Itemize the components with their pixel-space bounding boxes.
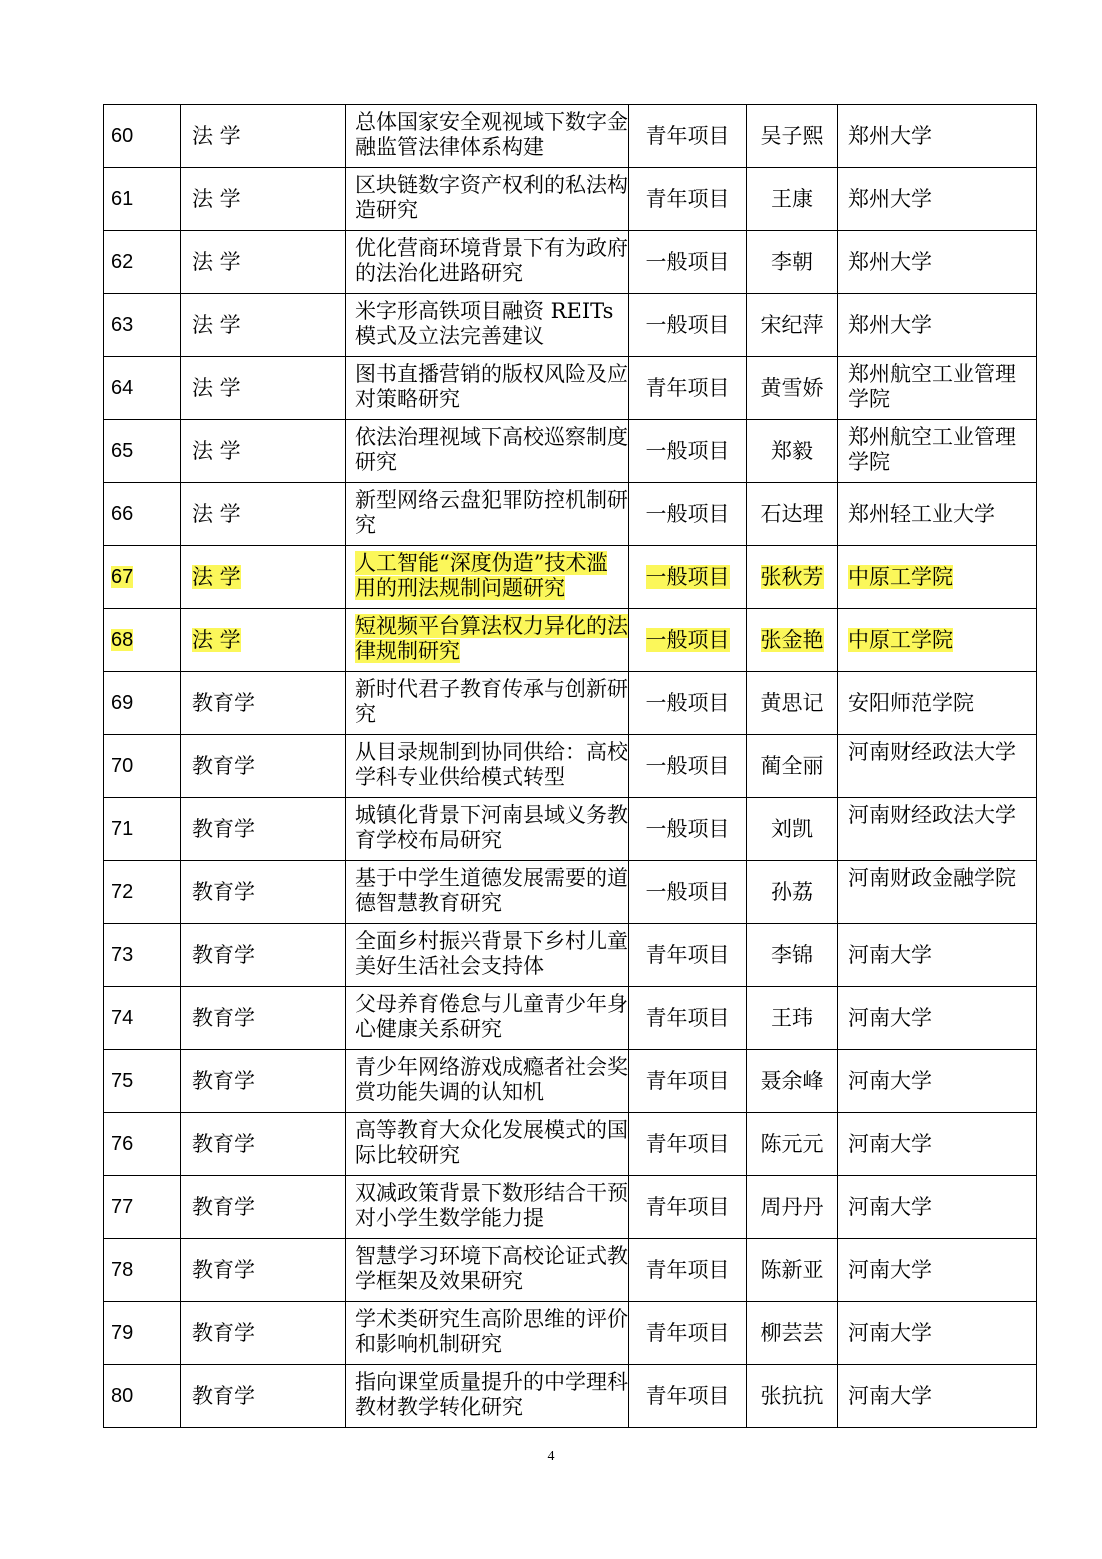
table-row (104, 420, 1037, 483)
row-number (104, 735, 181, 798)
project-title-cell-text: 指向课堂质量提升的中学理科教材教学转化研究 (355, 1370, 628, 1419)
leader-name-cell-text (761, 628, 824, 652)
project-title-cell (346, 1176, 629, 1239)
organization-cell (838, 1302, 1037, 1365)
subject-cell (181, 798, 346, 861)
subject-cell (181, 672, 346, 735)
project-title-cell (346, 924, 629, 987)
highlighted-text: 短视频平台算法权力异化的法律规制研究 (355, 614, 628, 663)
subject-cell (181, 609, 346, 672)
project-type-cell (629, 1176, 747, 1239)
row-number (104, 1113, 181, 1176)
project-title-cell-text: 新时代君子教育传承与创新研究 (355, 677, 628, 726)
project-type-cell (629, 861, 747, 924)
table-row (104, 672, 1037, 735)
project-title-cell (346, 672, 629, 735)
organization-cell-text: 郑州大学 (848, 186, 932, 211)
subject-cell-text: 教育学 (192, 690, 255, 715)
project-type-cell (629, 924, 747, 987)
leader-name-cell-text: 张抗抗 (760, 1383, 824, 1408)
project-title-cell (346, 168, 629, 231)
project-type-cell-text: 一般项目 (645, 690, 730, 715)
leader-name-cell-text: 王康 (771, 186, 813, 211)
project-title-cell (346, 987, 629, 1050)
subject-cell (181, 357, 346, 420)
subject-cell-text: 教育学 (192, 1257, 255, 1282)
organization-cell (838, 861, 1037, 924)
table-row (104, 1239, 1037, 1302)
table-row (104, 1176, 1037, 1239)
highlighted-text: 中原工学院 (848, 627, 953, 652)
leader-name-cell (747, 1113, 838, 1176)
project-type-cell-text: 青年项目 (645, 186, 730, 211)
project-type-cell-text: 一般项目 (645, 438, 730, 463)
leader-name-cell-text: 刘凯 (771, 816, 813, 841)
project-type-cell-text: 一般项目 (645, 816, 730, 841)
organization-cell (838, 168, 1037, 231)
row-number-text: 76 (111, 1132, 134, 1155)
project-type-cell-text: 青年项目 (645, 942, 730, 967)
subject-cell (181, 294, 346, 357)
row-number (104, 924, 181, 987)
row-number-text: 72 (111, 880, 134, 903)
highlighted-text: 张金艳 (760, 627, 824, 652)
subject-cell (181, 1239, 346, 1302)
row-number-text: 77 (111, 1195, 134, 1218)
subject-cell (181, 420, 346, 483)
project-type-cell (629, 798, 747, 861)
project-title-cell-text: 父母养育倦怠与儿童青少年身心健康关系研究 (355, 992, 628, 1041)
row-number-text: 75 (111, 1069, 134, 1092)
table-row (104, 546, 1037, 609)
project-type-cell (629, 168, 747, 231)
project-type-cell-text: 青年项目 (645, 1257, 730, 1282)
highlighted-text: 67 (111, 565, 134, 588)
table-row (104, 609, 1037, 672)
leader-name-cell-text: 陈元元 (760, 1131, 824, 1156)
leader-name-cell (747, 420, 838, 483)
leader-name-cell (747, 1239, 838, 1302)
project-type-cell (629, 1050, 747, 1113)
organization-cell-text: 河南大学 (848, 1383, 932, 1408)
table-row (104, 357, 1037, 420)
table-row (104, 105, 1037, 168)
project-title-cell-text: 高等教育大众化发展模式的国际比较研究 (355, 1118, 628, 1167)
project-title-cell-text: 青少年网络游戏成瘾者社会奖赏功能失调的认知机 (355, 1055, 628, 1104)
project-type-cell-text: 青年项目 (645, 1194, 730, 1219)
organization-cell-text: 郑州大学 (848, 123, 932, 148)
page-number: 4 (547, 1449, 555, 1464)
organization-cell-text: 郑州轻工业大学 (848, 501, 995, 526)
subject-cell-text: 教育学 (192, 1320, 255, 1345)
subject-cell (181, 861, 346, 924)
leader-name-cell-text: 石达理 (760, 501, 824, 526)
table-row (104, 1302, 1037, 1365)
row-number-text: 63 (111, 313, 134, 336)
organization-cell-text: 河南大学 (848, 1068, 932, 1093)
leader-name-cell (747, 672, 838, 735)
project-type-cell (629, 735, 747, 798)
subject-cell-text: 教育学 (192, 1383, 255, 1408)
row-number (104, 420, 181, 483)
table-row (104, 987, 1037, 1050)
project-type-cell (629, 1365, 747, 1428)
leader-name-cell (747, 483, 838, 546)
project-title-cell (346, 1302, 629, 1365)
project-title-cell-text: 学术类研究生高阶思维的评价和影响机制研究 (355, 1307, 628, 1356)
row-number (104, 861, 181, 924)
project-title-cell (346, 735, 629, 798)
highlighted-text: 68 (111, 628, 134, 651)
project-title-cell (346, 420, 629, 483)
project-type-cell-text: 青年项目 (645, 1131, 730, 1156)
row-number (104, 357, 181, 420)
project-type-cell-text: 青年项目 (645, 1005, 730, 1030)
project-type-cell-text: 一般项目 (645, 879, 730, 904)
project-type-cell-text (646, 565, 730, 589)
subject-cell (181, 483, 346, 546)
highlighted-text: 一般项目 (645, 627, 730, 652)
project-title-cell-text: 智慧学习环境下高校论证式教学框架及效果研究 (355, 1244, 628, 1293)
subject-cell (181, 1050, 346, 1113)
subject-cell-text (192, 565, 241, 589)
row-number (104, 1365, 181, 1428)
subject-cell (181, 1365, 346, 1428)
project-title-cell (346, 546, 629, 609)
organization-cell-text: 河南大学 (848, 1257, 932, 1282)
subject-cell (181, 546, 346, 609)
row-number-text (111, 566, 133, 588)
subject-cell (181, 168, 346, 231)
row-number (104, 672, 181, 735)
row-number (104, 105, 181, 168)
table-row (104, 294, 1037, 357)
leader-name-cell-text: 王玮 (771, 1005, 813, 1030)
project-title-cell-text: 米字形高铁项目融资 REITs 模式及立法完善建议 (355, 299, 614, 348)
organization-cell (838, 1239, 1037, 1302)
row-number-text: 71 (111, 817, 134, 840)
project-title-cell-text: 新型网络云盘犯罪防控机制研究 (355, 488, 628, 537)
highlighted-text: 法 学 (192, 627, 241, 652)
organization-cell-text: 河南大学 (848, 1194, 932, 1219)
organization-cell (838, 546, 1037, 609)
subject-cell-text: 法 学 (192, 501, 241, 526)
row-number-text: 80 (111, 1384, 134, 1407)
row-number (104, 609, 181, 672)
row-number-text: 69 (111, 691, 134, 714)
project-type-cell (629, 672, 747, 735)
row-number (104, 1302, 181, 1365)
leader-name-cell-text: 周丹丹 (760, 1194, 824, 1219)
organization-cell (838, 105, 1037, 168)
organization-cell (838, 609, 1037, 672)
project-title-cell (346, 1239, 629, 1302)
project-type-cell-text: 青年项目 (645, 375, 730, 400)
leader-name-cell (747, 168, 838, 231)
leader-name-cell (747, 1365, 838, 1428)
organization-cell (838, 1113, 1037, 1176)
leader-name-cell-text: 柳芸芸 (760, 1320, 824, 1345)
organization-cell (838, 672, 1037, 735)
row-number-text: 64 (111, 376, 134, 399)
project-table-body (104, 105, 1037, 1428)
organization-cell (838, 357, 1037, 420)
project-title-cell-text: 优化营商环境背景下有为政府的法治化进路研究 (355, 236, 628, 285)
subject-cell-text: 教育学 (192, 1131, 255, 1156)
organization-cell (838, 1365, 1037, 1428)
organization-cell-text: 河南大学 (848, 942, 932, 967)
subject-cell (181, 987, 346, 1050)
organization-cell (838, 1050, 1037, 1113)
leader-name-cell (747, 1302, 838, 1365)
organization-cell-text: 安阳师范学院 (848, 690, 974, 715)
leader-name-cell (747, 105, 838, 168)
table-row (104, 168, 1037, 231)
row-number-text: 61 (111, 187, 134, 210)
row-number-text: 70 (111, 754, 134, 777)
project-type-cell-text (646, 628, 730, 652)
highlighted-text: 张秋芳 (760, 564, 824, 589)
project-type-cell (629, 1302, 747, 1365)
project-title-cell-text: 城镇化背景下河南县域义务教育学校布局研究 (355, 803, 628, 852)
project-type-cell-text: 一般项目 (645, 501, 730, 526)
leader-name-cell-text: 聂余峰 (760, 1068, 824, 1093)
subject-cell-text: 教育学 (192, 1005, 255, 1030)
subject-cell (181, 105, 346, 168)
organization-cell-text: 河南财政金融学院 (848, 866, 1016, 890)
organization-cell-text: 河南财经政法大学 (848, 740, 1016, 764)
project-type-cell-text: 一般项目 (645, 312, 730, 337)
organization-cell-text: 郑州航空工业管理学院 (848, 362, 1016, 411)
table-row (104, 483, 1037, 546)
project-title-cell (346, 609, 629, 672)
organization-cell-text: 郑州大学 (848, 312, 932, 337)
subject-cell-text: 法 学 (192, 438, 241, 463)
project-type-cell (629, 609, 747, 672)
leader-name-cell (747, 294, 838, 357)
project-title-cell-text: 从目录规制到协同供给：高校学科专业供给模式转型 (355, 740, 628, 789)
project-title-cell (346, 294, 629, 357)
leader-name-cell-text: 吴子熙 (760, 123, 824, 148)
row-number-text: 62 (111, 250, 134, 273)
table-row (104, 231, 1037, 294)
highlighted-text: 法 学 (192, 564, 241, 589)
organization-cell-text: 河南大学 (848, 1131, 932, 1156)
project-title-cell-text: 区块链数字资产权利的私法构造研究 (355, 173, 628, 222)
subject-cell-text: 法 学 (192, 186, 241, 211)
organization-cell-text: 河南大学 (848, 1320, 932, 1345)
leader-name-cell (747, 861, 838, 924)
organization-cell (838, 798, 1037, 861)
leader-name-cell-text: 宋纪萍 (760, 312, 824, 337)
leader-name-cell-text: 孙荔 (771, 879, 813, 904)
project-title-cell (346, 105, 629, 168)
leader-name-cell (747, 924, 838, 987)
project-title-cell-text: 图书直播营销的版权风险及应对策略研究 (355, 362, 628, 411)
highlighted-text: 一般项目 (645, 564, 730, 589)
row-number-text: 73 (111, 943, 134, 966)
organization-cell (838, 987, 1037, 1050)
project-title-cell (346, 231, 629, 294)
project-title-cell-text: 双减政策背景下数形结合干预对小学生数学能力提 (355, 1181, 628, 1230)
leader-name-cell (747, 798, 838, 861)
row-number (104, 1050, 181, 1113)
highlighted-text: 中原工学院 (848, 564, 953, 589)
table-row (104, 1365, 1037, 1428)
project-title-cell (346, 1050, 629, 1113)
table-row (104, 1050, 1037, 1113)
subject-cell-text: 教育学 (192, 1194, 255, 1219)
project-title-cell (346, 483, 629, 546)
organization-cell-text: 郑州大学 (848, 249, 932, 274)
project-type-cell (629, 483, 747, 546)
row-number (104, 987, 181, 1050)
project-type-cell (629, 357, 747, 420)
row-number (104, 483, 181, 546)
row-number (104, 168, 181, 231)
leader-name-cell-text: 李朝 (771, 249, 813, 274)
organization-cell (838, 294, 1037, 357)
project-title-cell-text (355, 614, 628, 664)
project-title-cell-text: 总体国家安全观视域下数字金融监管法律体系构建 (355, 110, 628, 159)
leader-name-cell (747, 546, 838, 609)
subject-cell-text (192, 628, 241, 652)
subject-cell-text: 法 学 (192, 312, 241, 337)
row-number (104, 546, 181, 609)
leader-name-cell-text: 黄思记 (760, 690, 824, 715)
project-type-cell-text: 青年项目 (645, 1068, 730, 1093)
project-title-cell-text (355, 551, 628, 601)
organization-cell (838, 231, 1037, 294)
project-type-cell (629, 294, 747, 357)
highlighted-text: 人工智能“深度伪造”技术滥用的刑法规制问题研究 (355, 551, 608, 600)
leader-name-cell-text (761, 565, 824, 589)
row-number-text: 78 (111, 1258, 134, 1281)
table-row (104, 924, 1037, 987)
project-title-cell-text: 基于中学生道德发展需要的道德智慧教育研究 (355, 866, 628, 915)
leader-name-cell-text: 李锦 (771, 942, 813, 967)
leader-name-cell (747, 609, 838, 672)
organization-cell (838, 483, 1037, 546)
organization-cell-text (848, 628, 953, 652)
leader-name-cell (747, 1050, 838, 1113)
subject-cell-text: 教育学 (192, 942, 255, 967)
leader-name-cell (747, 231, 838, 294)
leader-name-cell (747, 735, 838, 798)
organization-cell-text: 郑州航空工业管理学院 (848, 425, 1016, 474)
row-number-text (111, 629, 133, 651)
organization-cell (838, 1176, 1037, 1239)
project-title-cell-text: 全面乡村振兴背景下乡村儿童美好生活社会支持体 (355, 929, 628, 978)
organization-cell-text (848, 565, 953, 589)
leader-name-cell-text: 郑毅 (771, 438, 813, 463)
subject-cell-text: 教育学 (192, 816, 255, 841)
project-title-cell (346, 798, 629, 861)
project-title-cell-text: 依法治理视域下高校巡察制度研究 (355, 425, 628, 474)
row-number-text: 60 (111, 124, 134, 147)
project-title-cell (346, 1113, 629, 1176)
table-row (104, 798, 1037, 861)
organization-cell (838, 735, 1037, 798)
row-number (104, 1239, 181, 1302)
project-title-cell (346, 1365, 629, 1428)
table-row (104, 861, 1037, 924)
row-number-text: 66 (111, 502, 134, 525)
project-type-cell (629, 546, 747, 609)
subject-cell (181, 1302, 346, 1365)
row-number (104, 798, 181, 861)
subject-cell (181, 231, 346, 294)
leader-name-cell-text: 蔺全丽 (760, 753, 824, 778)
project-type-cell (629, 420, 747, 483)
row-number-text: 74 (111, 1006, 134, 1029)
project-type-cell-text: 一般项目 (645, 249, 730, 274)
project-type-cell (629, 231, 747, 294)
table-row (104, 735, 1037, 798)
project-type-cell-text: 青年项目 (645, 1320, 730, 1345)
organization-cell (838, 420, 1037, 483)
organization-cell-text: 河南财经政法大学 (848, 803, 1016, 827)
row-number (104, 294, 181, 357)
leader-name-cell-text: 黄雪娇 (760, 375, 824, 400)
organization-cell-text: 河南大学 (848, 1005, 932, 1030)
project-table (103, 104, 1037, 1428)
row-number-text: 79 (111, 1321, 134, 1344)
project-title-cell (346, 861, 629, 924)
subject-cell-text: 教育学 (192, 753, 255, 778)
table-row (104, 1113, 1037, 1176)
subject-cell (181, 735, 346, 798)
subject-cell (181, 924, 346, 987)
leader-name-cell (747, 357, 838, 420)
subject-cell-text: 法 学 (192, 249, 241, 274)
subject-cell-text: 法 学 (192, 123, 241, 148)
row-number-text: 65 (111, 439, 134, 462)
project-type-cell-text: 青年项目 (645, 123, 730, 148)
organization-cell (838, 924, 1037, 987)
project-type-cell (629, 105, 747, 168)
subject-cell-text: 教育学 (192, 879, 255, 904)
project-title-cell (346, 357, 629, 420)
leader-name-cell-text: 陈新亚 (760, 1257, 824, 1282)
project-type-cell-text: 青年项目 (645, 1383, 730, 1408)
subject-cell-text: 教育学 (192, 1068, 255, 1093)
subject-cell (181, 1176, 346, 1239)
project-type-cell-text: 一般项目 (645, 753, 730, 778)
project-type-cell (629, 987, 747, 1050)
row-number (104, 1176, 181, 1239)
project-type-cell (629, 1239, 747, 1302)
row-number (104, 231, 181, 294)
project-type-cell (629, 1113, 747, 1176)
leader-name-cell (747, 987, 838, 1050)
subject-cell-text: 法 学 (192, 375, 241, 400)
leader-name-cell (747, 1176, 838, 1239)
subject-cell (181, 1113, 346, 1176)
